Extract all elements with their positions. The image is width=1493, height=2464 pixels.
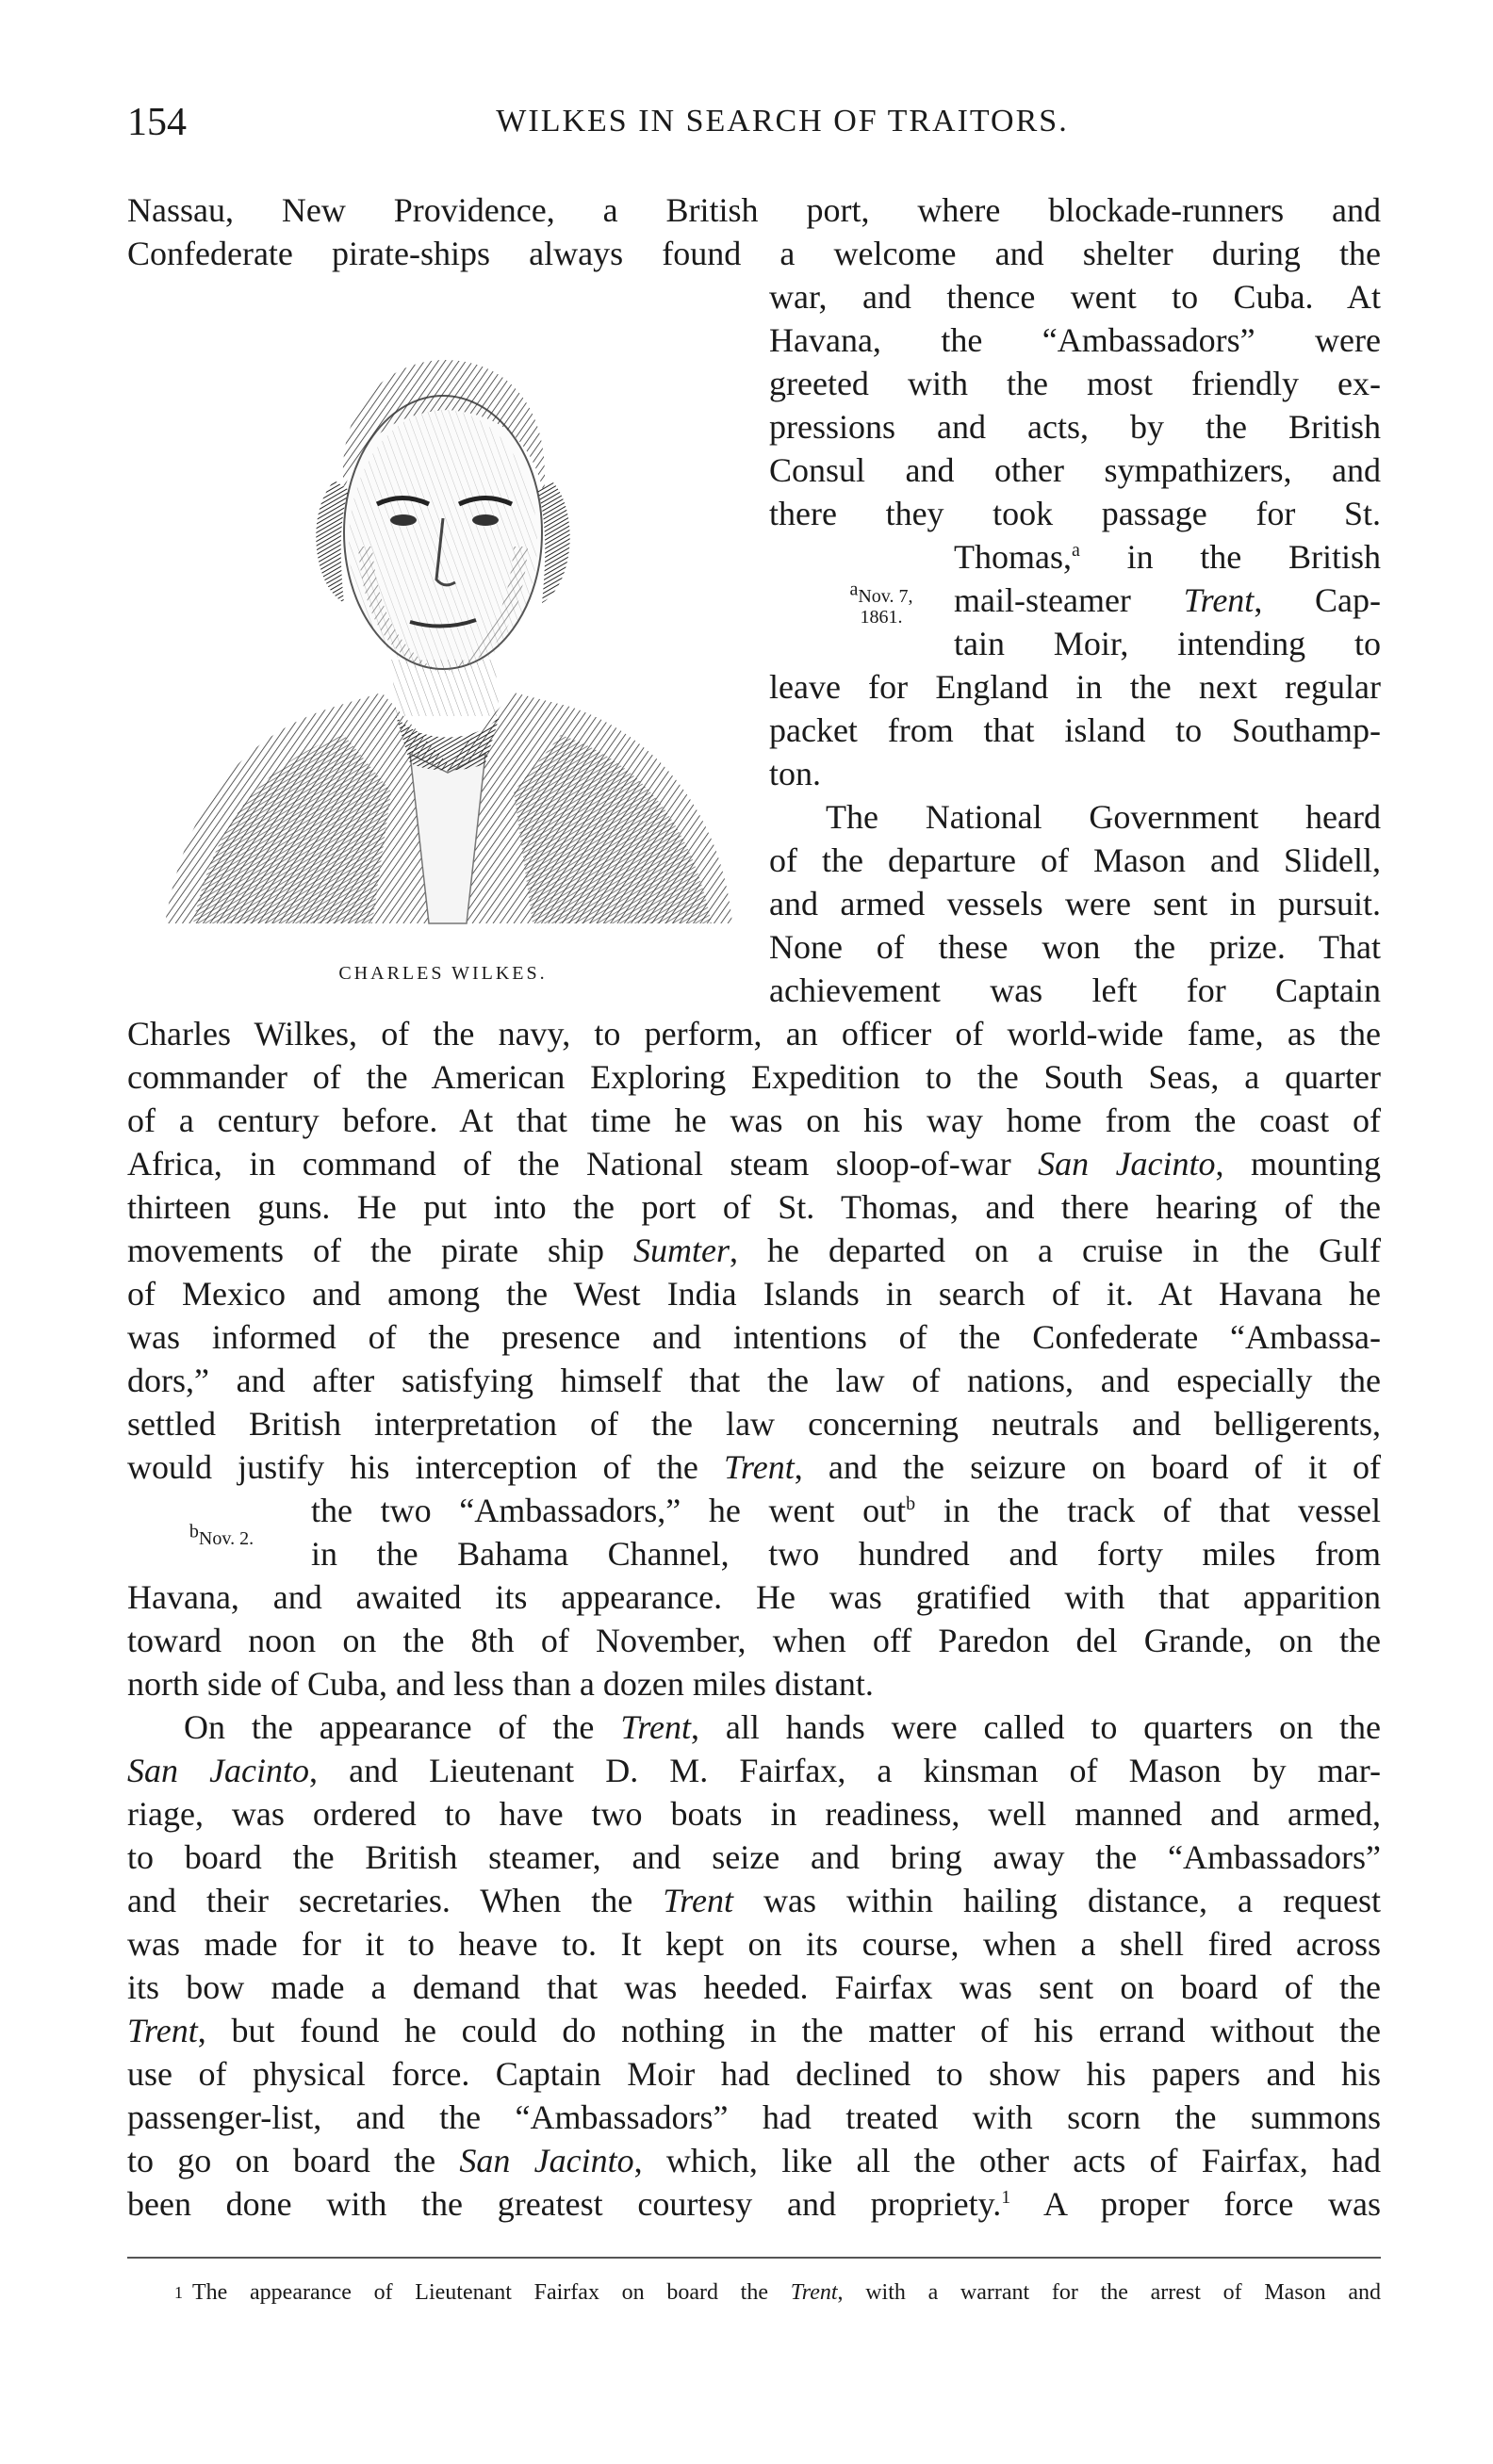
footnote-divider (127, 2257, 1381, 2259)
text-line: of Mexico and among the West India Islands in search of it. At Havana he (127, 1275, 1381, 1313)
text-line: Nassau, New Providence, a British port, where blockade-runners and (127, 191, 1381, 229)
footnote: $^1$ The appearance of Lieutenant Fairfax on board the Trent, with a warrant for the arrest of Mason and (174, 2280, 1382, 2305)
text-line: war, and thence went to Cuba. At (769, 278, 1381, 316)
text-line: was made for it to heave to. It kept on its course, when a shell fired across (127, 1925, 1381, 1963)
text-line: The National Government heard (826, 798, 1381, 836)
text-line: movements of the pirate ship Sumter, he departed on a cruise in the Gulf (127, 1232, 1381, 1269)
text-line: leave for England in the next regular (769, 668, 1381, 706)
text-line: Africa, in command of the National steam sloop-of-war San Jacinto, mounting (127, 1145, 1381, 1183)
text-line: of the departure of Mason and Slidell, (769, 841, 1381, 879)
page-header (127, 100, 1381, 147)
text-line: passenger-list, and the “Ambassadors” had treated with scorn the summons (127, 2098, 1381, 2136)
text-line: Thomas,$^a$ in the British (954, 538, 1381, 576)
text-line: and their secretaries. When the Trent was within hailing distance, a request (127, 1882, 1381, 1919)
text-line: San Jacinto, and Lieutenant D. M. Fairfax, a kinsman of Mason by mar- (127, 1752, 1381, 1789)
text-line: Havana, and awaited its appearance. He was gratified with that apparition (127, 1578, 1381, 1616)
footnote-ref-1: 1 (1001, 2187, 1011, 2208)
text-line: its bow made a demand that was heeded. Fairfax was sent on board of the (127, 1968, 1381, 2006)
text-line: in the Bahama Channel, two hundred and forty miles from (311, 1535, 1381, 1573)
text-line: Consul and other sympathizers, and (769, 451, 1381, 489)
text-line: been done with the greatest courtesy and propriety.$^1$ A proper force was (127, 2185, 1381, 2223)
text-line: Trent, but found he could do nothing in the matter of his errand without the (127, 2012, 1381, 2049)
text-line: was informed of the presence and intentions of the Confederate “Ambassa- (127, 1318, 1381, 1356)
text-line: Confederate pirate-ships always found a welcome and shelter during the (127, 235, 1381, 272)
text-line: packet from that island to Southamp- (769, 711, 1381, 749)
text-line: Charles Wilkes, of the navy, to perform, an officer of world-wide fame, as the (127, 1015, 1381, 1053)
text-line: greeted with the most friendly ex- (769, 365, 1381, 402)
text-line: dors,” and after satisfying himself that the law of nations, and especially the (127, 1362, 1381, 1399)
text-line: the two “Ambassadors,” he went out$^b$ in the track of that vessel (311, 1492, 1381, 1529)
text-line: pressions and acts, by the British (769, 408, 1381, 446)
text-line: achievement was left for Captain (769, 971, 1381, 1009)
text-line: thirteen guns. He put into the port of St. Thomas, and there hearing of the (127, 1188, 1381, 1226)
text-line: On the appearance of the Trent, all hands were called to quarters on the (184, 1708, 1381, 1746)
text-line: toward noon on the 8th of November, when off Paredon del Grande, on the (127, 1622, 1381, 1659)
running-head: WILKES IN SEARCH OF TRAITORS. (496, 104, 1069, 139)
text-line: north side of Cuba, and less than a dozen miles distant. (127, 1665, 874, 1703)
portrait-caption: CHARLES WILKES. (338, 963, 548, 984)
footnote-ref-a: a (1071, 540, 1080, 561)
text-line: ton. (769, 755, 822, 792)
text-line: None of these won the prize. That (769, 928, 1381, 966)
margin-note-b: $^b$Nov. 2. (189, 1521, 254, 1549)
text-line: settled British interpretation of the law concerning neutrals and belligerents, (127, 1405, 1381, 1443)
charles-wilkes-portrait-engraving (156, 320, 740, 952)
text-line: to go on board the San Jacinto, which, like all the other acts of Fairfax, had (127, 2142, 1381, 2179)
text-line: to board the British steamer, and seize and bring away the “Ambassadors” (127, 1838, 1381, 1876)
text-line: tain Moir, intending to (954, 625, 1381, 662)
margin-note-a: $^a$Nov. 7, 1861. (849, 579, 913, 628)
text-line: Havana, the “Ambassadors” were (769, 321, 1381, 359)
text-line: mail-steamer Trent, Cap- (954, 581, 1381, 619)
text-line: would justify his interception of the Trent, and the seizure on board of it of (127, 1448, 1382, 1486)
text-line: there they took passage for St. (769, 495, 1381, 532)
text-line: riage, was ordered to have two boats in readiness, well manned and armed, (127, 1795, 1381, 1833)
text-line: commander of the American Exploring Expedition to the South Seas, a quarter (127, 1058, 1381, 1096)
text-line: use of physical force. Captain Moir had declined to show his papers and his (127, 2055, 1381, 2093)
page-number: 154 (127, 101, 187, 144)
text-line: and armed vessels were sent in pursuit. (769, 885, 1381, 922)
text-line: of a century before. At that time he was on his way home from the coast of (127, 1101, 1381, 1139)
footnote-ref-b: b (906, 1493, 916, 1514)
